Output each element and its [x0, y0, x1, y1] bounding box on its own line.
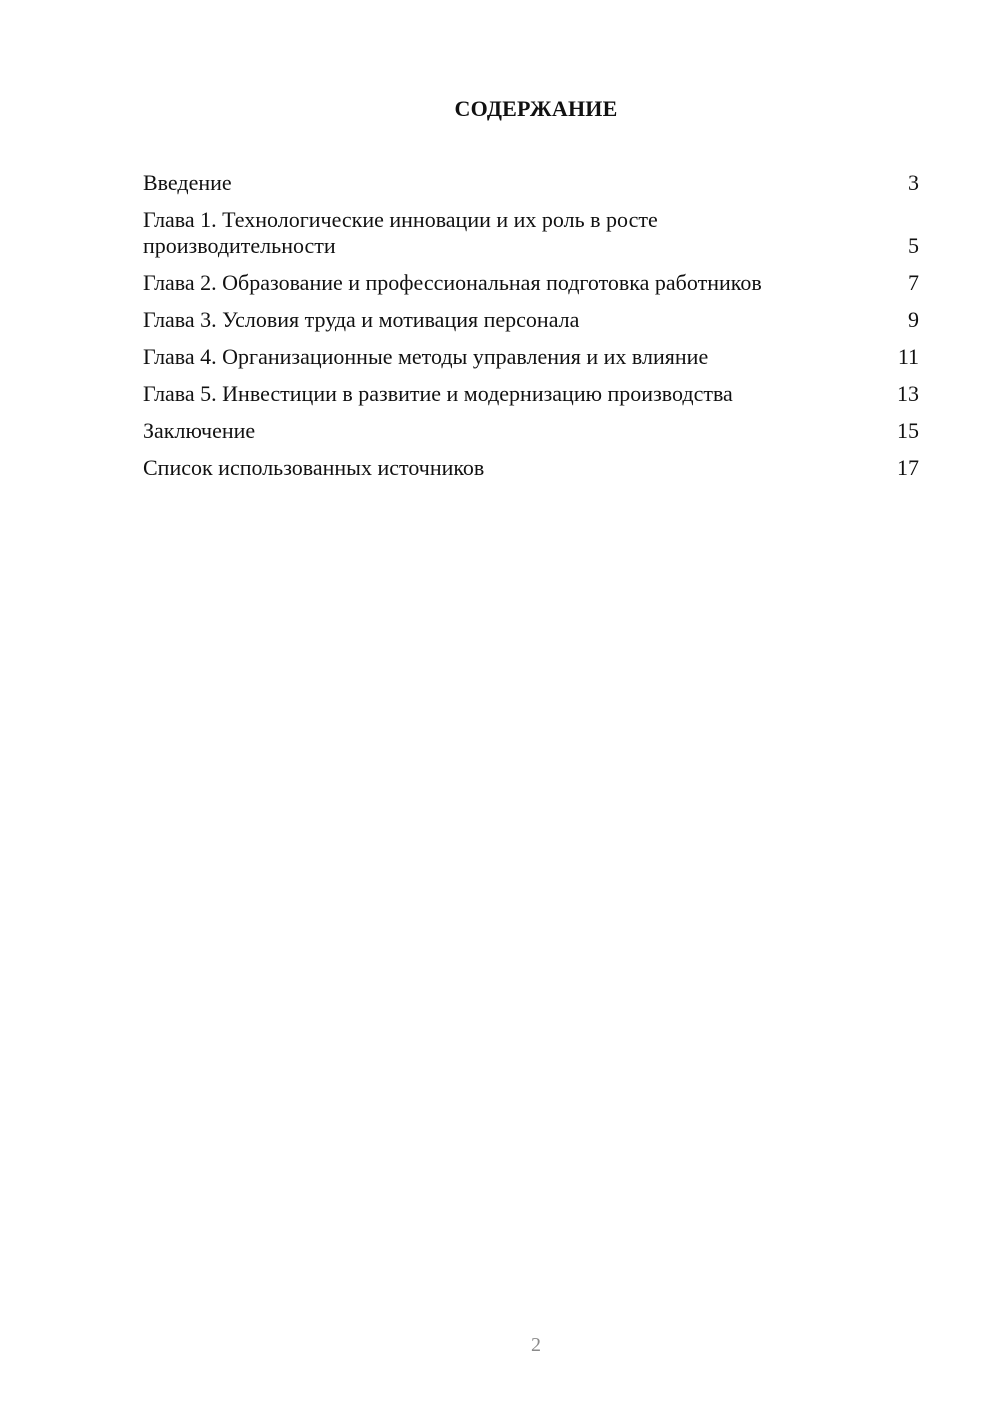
toc-entry-label: Глава 1. Технологические инновации и их роль в росте производительности [143, 207, 658, 258]
toc-entry-page: 3 [908, 170, 919, 195]
toc-entry-page: 11 [897, 344, 919, 369]
table-of-contents [143, 170, 919, 492]
toc-entry-label: Введение [143, 170, 232, 195]
toc-entry-chapter-4 [143, 344, 919, 370]
toc-entry-label: Глава 5. Инвестиции в развитие и модернизацию производства [143, 381, 733, 406]
toc-entry-label: Глава 2. Образование и профессиональная подготовка работников [143, 270, 762, 295]
toc-entry-chapter-2 [143, 270, 919, 296]
toc-entry-introduction [143, 170, 919, 196]
toc-entry-label: Список использованных источников [143, 455, 485, 480]
toc-entry-page: 7 [908, 270, 919, 295]
toc-entry-page: 15 [897, 418, 919, 443]
toc-entry-page: 13 [897, 381, 919, 406]
toc-entry-references [143, 455, 919, 481]
toc-entry-label: Глава 3. Условия труда и мотивация персонала [143, 307, 580, 332]
toc-entry-page: 5 [908, 233, 919, 258]
toc-entry-conclusion [143, 418, 919, 444]
page-title: СОДЕРЖАНИЕ [454, 96, 618, 121]
toc-entry-chapter-1 [143, 207, 919, 259]
toc-entry-page: 17 [897, 455, 919, 480]
toc-entry-chapter-5 [143, 381, 919, 407]
page-number: 2 [531, 1334, 541, 1356]
toc-entry-label: Глава 4. Организационные методы управления и их влияние [143, 344, 709, 369]
toc-entry-chapter-3 [143, 307, 919, 333]
toc-entry-page: 9 [908, 307, 919, 332]
toc-entry-label: Заключение [143, 418, 256, 443]
